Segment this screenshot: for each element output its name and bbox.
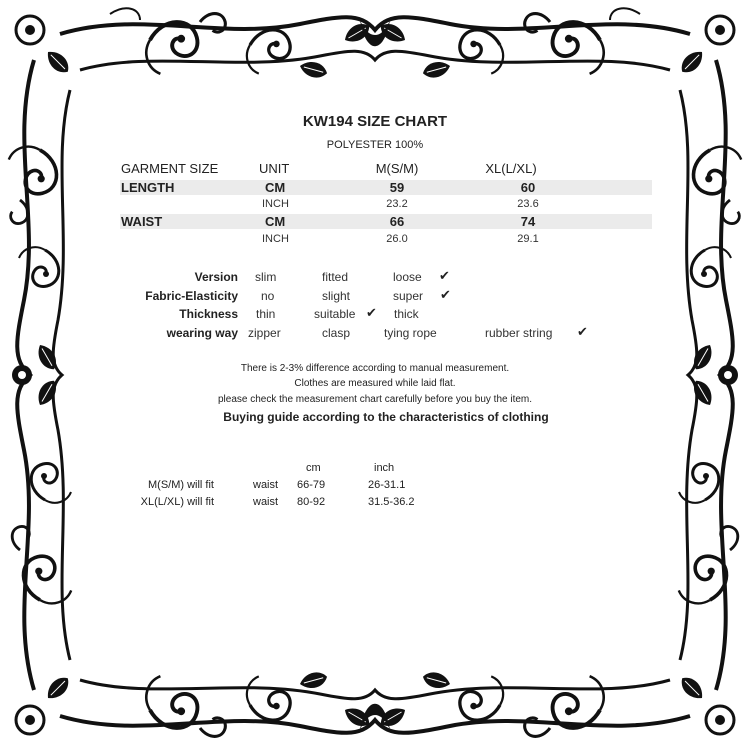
cell-value: 59 bbox=[389, 180, 405, 195]
attr-label-thickness: Thickness bbox=[179, 307, 238, 321]
fit-cm-range: 66-79 bbox=[297, 479, 326, 491]
check-icon: ✔ bbox=[577, 324, 588, 339]
attr-option: clasp bbox=[322, 326, 351, 340]
fit-body-part: waist bbox=[253, 496, 279, 508]
cell-value: 60 bbox=[520, 180, 536, 195]
note-line: Clothes are measured while laid flat. bbox=[294, 378, 456, 389]
row-unit: CM bbox=[265, 214, 286, 229]
fit-inch-range: 31.5-36.2 bbox=[368, 496, 415, 508]
attr-option-selected: suitable bbox=[314, 307, 356, 321]
cell-value: 23.2 bbox=[386, 198, 408, 210]
cell-value: 74 bbox=[520, 214, 536, 229]
attr-option: tying rope bbox=[384, 326, 437, 340]
attr-option-selected: super bbox=[393, 289, 424, 303]
cell-value: 26.0 bbox=[386, 233, 408, 245]
attr-label-version: Version bbox=[194, 270, 238, 284]
fit-col-cm: cm bbox=[306, 462, 321, 474]
fit-row-label: XL(L/XL) will fit bbox=[140, 496, 214, 508]
header-unit: UNIT bbox=[259, 161, 290, 176]
cell-value: 29.1 bbox=[517, 233, 539, 245]
attr-option-selected: loose bbox=[393, 270, 422, 284]
row-label-length: LENGTH bbox=[121, 180, 175, 195]
check-icon: ✔ bbox=[439, 268, 450, 283]
attr-option-selected: rubber string bbox=[485, 326, 553, 340]
attr-option: slight bbox=[322, 289, 351, 303]
check-icon: ✔ bbox=[366, 305, 377, 320]
attr-option: fitted bbox=[322, 270, 349, 284]
attr-option: thin bbox=[256, 307, 276, 321]
attr-option: no bbox=[261, 289, 275, 303]
attr-label-wearing-way: wearing way bbox=[166, 326, 238, 340]
cell-value: 66 bbox=[389, 214, 405, 229]
attr-option: zipper bbox=[248, 326, 281, 340]
note-line: please check the measurement chart carefully before you buy the item. bbox=[217, 394, 533, 405]
fit-body-part: waist bbox=[253, 479, 279, 491]
attr-option: thick bbox=[394, 307, 419, 321]
attr-option: slim bbox=[255, 270, 277, 284]
row-unit: CM bbox=[265, 180, 286, 195]
fit-inch-range: 26-31.1 bbox=[368, 479, 406, 491]
attr-label-fabric-elasticity: Fabric-Elasticity bbox=[145, 289, 238, 303]
fit-col-inch: inch bbox=[374, 462, 395, 474]
note-line: There is 2-3% difference according to manual measurement. bbox=[240, 363, 510, 374]
header-garment-size: GARMENT SIZE bbox=[121, 161, 219, 176]
row-unit: INCH bbox=[262, 198, 289, 210]
fit-cm-range: 80-92 bbox=[297, 496, 326, 508]
row-unit: INCH bbox=[262, 233, 289, 245]
header-size-xl: XL(L/XL) bbox=[485, 161, 537, 176]
buying-guide-title: Buying guide according to the characteristics of clothing bbox=[223, 410, 549, 424]
check-icon: ✔ bbox=[440, 287, 451, 302]
header-size-m: M(S/M) bbox=[375, 161, 419, 176]
chart-title: KW194 SIZE CHART bbox=[302, 113, 448, 130]
fit-row-label: M(S/M) will fit bbox=[148, 479, 214, 491]
material-subtitle: POLYESTER 100% bbox=[326, 139, 424, 151]
cell-value: 23.6 bbox=[517, 198, 539, 210]
row-label-waist: WAIST bbox=[121, 214, 163, 229]
